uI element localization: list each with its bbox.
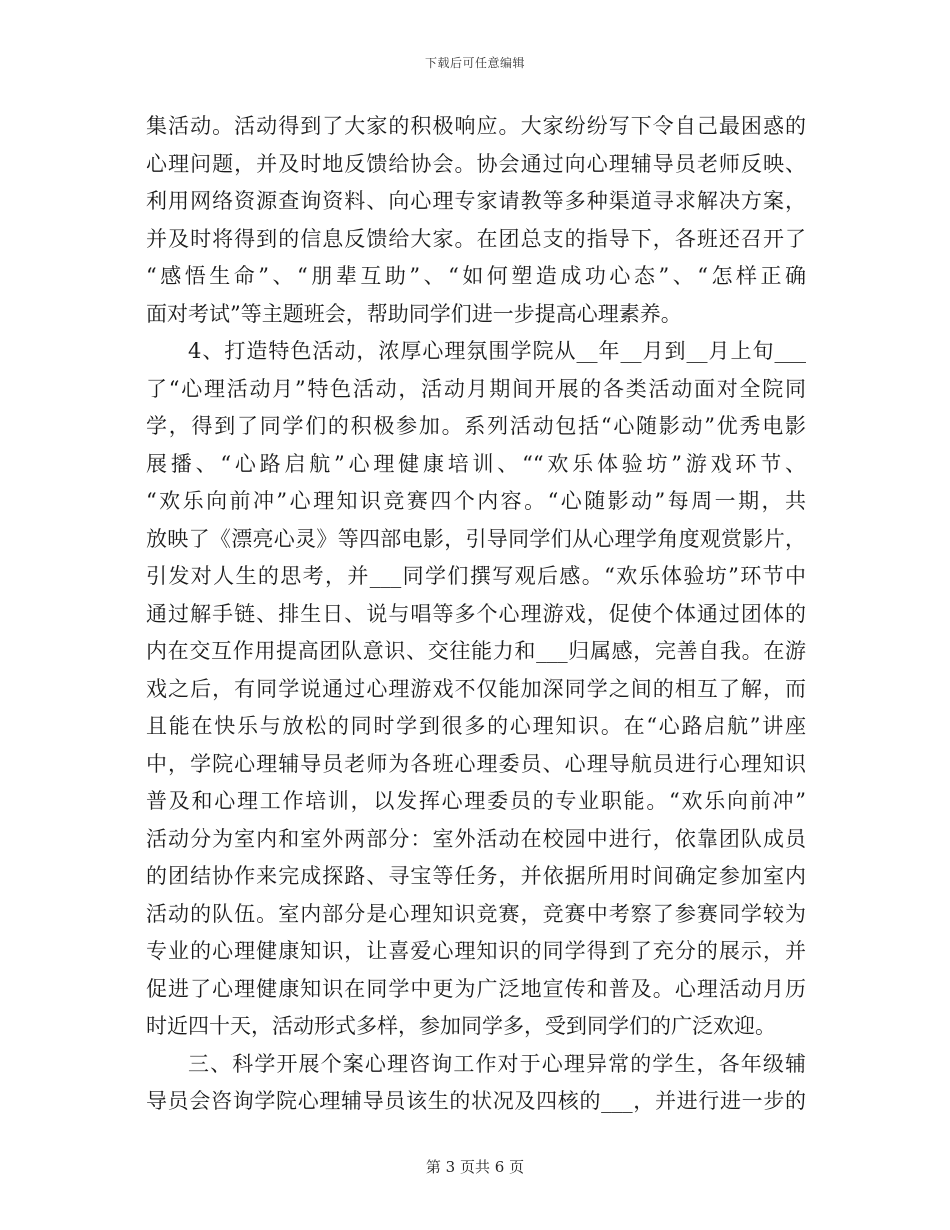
- page-header: 下载后可任意编辑: [424, 56, 525, 70]
- text-line: 引发对人生的思考，并___同学们撰写观后感。“欢乐体验坊”环节中: [146, 564, 806, 588]
- text-line: 心理问题，并及时地反馈给协会。协会通过向心理辅导员老师反映、: [146, 151, 806, 176]
- text-line: 并及时将得到的信息反馈给大家。在团总支的指导下，各班还召开了: [146, 226, 806, 251]
- paragraph-end-line: 时近四十天，活动形式多样，参加同学多，受到同学们的广泛欢迎。: [146, 1014, 776, 1038]
- paragraph-start-line: 三、科学开展个案心理咨询工作对于心理异常的学生，各年级辅: [188, 1051, 806, 1076]
- text-line: 通过解手链、排生日、说与唱等多个心理游戏，促使个体通过团体的: [146, 601, 806, 626]
- text-line: 戏之后，有同学说通过心理游戏不仅能加深同学之间的相互了解，而: [146, 676, 806, 701]
- text-line: 利用网络资源查询资料、向心理专家请教等多种渠道寻求解决方案，: [146, 189, 806, 213]
- paragraph-end-line: 面对考试”等主题班会，帮助同学们进一步提高心理素养。: [146, 301, 682, 326]
- text-line: 且能在快乐与放松的同时学到很多的心理知识。在“心路启航”讲座: [146, 714, 806, 738]
- text-line: 展播、“心路启航”心理健康培训、““欢乐体验坊”游戏环节、: [146, 451, 806, 476]
- text-line: “欢乐向前冲”心理知识竞赛四个内容。“心随影动”每周一期，共: [146, 489, 806, 513]
- paragraph-start-line: 4、打造特色活动，浓厚心理氛围学院从__年__月到__月上旬___: [188, 339, 806, 363]
- text-line: 的团结协作来完成探路、寻宝等任务，并依据所用时间确定参加室内: [146, 864, 806, 888]
- text-line: 放映了《漂亮心灵》等四部电影，引导同学们从心理学角度观赏影片，: [146, 526, 806, 551]
- text-line: 学，得到了同学们的积极参加。系列活动包括“心随影动”优秀电影: [146, 414, 806, 438]
- text-line: 集活动。活动得到了大家的积极响应。大家纷纷写下令自己最困惑的: [146, 114, 806, 138]
- text-line: 了“心理活动月”特色活动，活动月期间开展的各类活动面对全院同: [146, 376, 806, 401]
- text-line: 专业的心理健康知识，让喜爱心理知识的同学得到了充分的展示，并: [146, 939, 806, 963]
- text-line: 中，学院心理辅导员老师为各班心理委员、心理导航员进行心理知识: [146, 751, 806, 776]
- page-number: 第 3 页共 6 页: [425, 1158, 525, 1176]
- text-line: 促进了心理健康知识在同学中更为广泛地宣传和普及。心理活动月历: [146, 976, 806, 1001]
- text-line: 普及和心理工作培训，以发挥心理委员的专业职能。“欢乐向前冲”: [146, 789, 806, 813]
- document-body: [146, 108, 806, 1121]
- text-line: “感悟生命”、“朋辈互助”、“如何塑造成功心态”、“怎样正确: [146, 264, 806, 288]
- text-line: 内在交互作用提高团队意识、交往能力和___归属感，完善自我。在游: [146, 639, 806, 663]
- text-line: 导员会咨询学院心理辅导员该生的状况及四核的___，并进行进一步的: [146, 1089, 806, 1113]
- text-line: 活动的队伍。室内部分是心理知识竞赛，竞赛中考察了参赛同学较为: [146, 901, 806, 926]
- text-line: 活动分为室内和室外两部分：室外活动在校园中进行，依靠团队成员: [146, 826, 806, 851]
